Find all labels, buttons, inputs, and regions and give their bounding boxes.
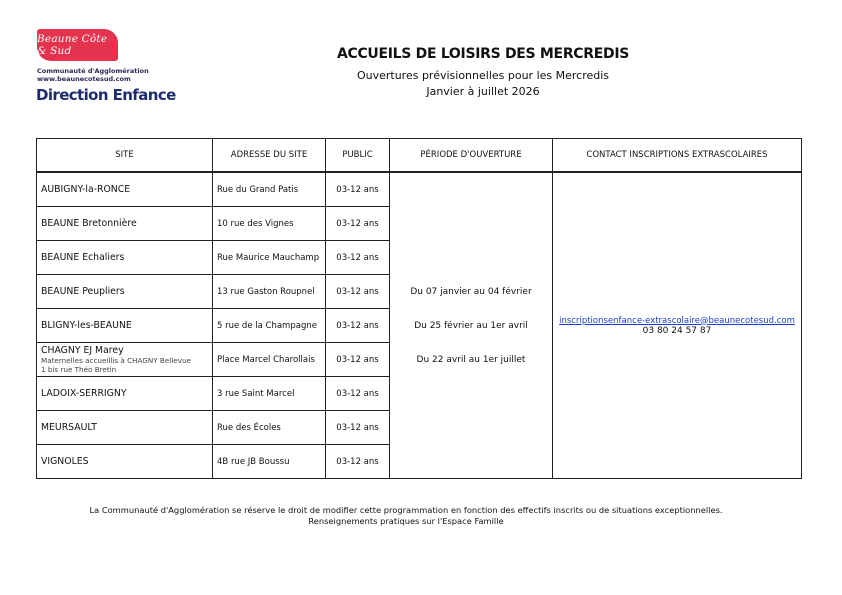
- public-cell: 03-12 ans: [326, 172, 390, 207]
- site-cell: BEAUNE Peupliers: [37, 275, 213, 309]
- site-cell: AUBIGNY-la-RONCE: [37, 172, 213, 207]
- contact-email-link[interactable]: inscriptionsenfance-extrascolaire@beaunecotesud.com: [559, 315, 795, 326]
- column-header-period: PÉRIODE D'OUVERTURE: [390, 139, 553, 173]
- address-cell: 13 rue Gaston Roupnel: [213, 275, 326, 309]
- period-1: Du 07 janvier au 04 février: [410, 286, 532, 297]
- column-header-site: SITE: [37, 139, 213, 173]
- public-cell: 03-12 ans: [326, 343, 390, 377]
- table-row: [37, 172, 802, 207]
- public-cell: 03-12 ans: [326, 207, 390, 241]
- site-cell: MEURSAULT: [37, 411, 213, 445]
- footer-info: Renseignements pratiques sur l'Espace Famille: [308, 516, 504, 526]
- site-name: CHAGNY EJ Marey: [41, 345, 124, 356]
- address-cell: Rue des Écoles: [213, 411, 326, 445]
- site-note-address: 1 bis rue Théo Bretin: [41, 365, 117, 374]
- period-3: Du 22 avril au 1er juillet: [416, 354, 526, 365]
- address-cell: Rue du Grand Patis: [213, 172, 326, 207]
- period-cell: [390, 172, 553, 479]
- schedule-table: [36, 138, 802, 479]
- address-cell: Place Marcel Charollais: [213, 343, 326, 377]
- public-cell: 03-12 ans: [326, 241, 390, 275]
- site-cell: BLIGNY-les-BEAUNE: [37, 309, 213, 343]
- address-cell: 5 rue de la Champagne: [213, 309, 326, 343]
- public-cell: 03-12 ans: [326, 275, 390, 309]
- site-cell: BEAUNE Bretonnière: [37, 207, 213, 241]
- column-header-public: PUBLIC: [326, 139, 390, 173]
- brand-logo-text: Beaune Côte & Sud: [37, 33, 108, 57]
- public-cell: 03-12 ans: [326, 411, 390, 445]
- page-period: Janvier à juillet 2026: [426, 85, 540, 98]
- column-header-address: ADRESSE DU SITE: [213, 139, 326, 173]
- site-note: Maternelles accueillis à CHAGNY Bellevue: [41, 356, 191, 365]
- logo-subtitle-line1: Communauté d'Agglomération: [37, 67, 149, 75]
- address-cell: Rue Maurice Mauchamp: [213, 241, 326, 275]
- footer-disclaimer: La Communauté d'Agglomération se réserve le droit de modifier cette programmation en fonction des effectifs inscrits ou de situations exceptionnelles.: [89, 505, 723, 515]
- contact-phone: 03 80 24 57 87: [642, 325, 712, 336]
- public-cell: 03-12 ans: [326, 377, 390, 411]
- site-cell: VIGNOLES: [37, 445, 213, 479]
- address-cell: 4B rue JB Boussu: [213, 445, 326, 479]
- contact-cell: [553, 172, 802, 479]
- page-title: ACCUEILS DE LOISIRS DES MERCREDIS: [336, 46, 630, 62]
- site-cell: BEAUNE Echaliers: [37, 241, 213, 275]
- public-cell: 03-12 ans: [326, 309, 390, 343]
- column-header-contact: CONTACT INSCRIPTIONS EXTRASCOLAIRES: [553, 139, 802, 173]
- site-cell: [37, 343, 213, 377]
- public-cell: 03-12 ans: [326, 445, 390, 479]
- page-subtitle: Ouvertures prévisionnelles pour les Mercredis: [356, 69, 610, 82]
- address-cell: 10 rue des Vignes: [213, 207, 326, 241]
- period-2: Du 25 février au 1er avril: [414, 320, 528, 331]
- logo-website: www.beaunecotesud.com: [37, 74, 131, 83]
- site-cell: LADOIX-SERRIGNY: [37, 377, 213, 411]
- address-cell: 3 rue Saint Marcel: [213, 377, 326, 411]
- table-header-row: [37, 139, 802, 173]
- direction-label: Direction Enfance: [36, 86, 176, 104]
